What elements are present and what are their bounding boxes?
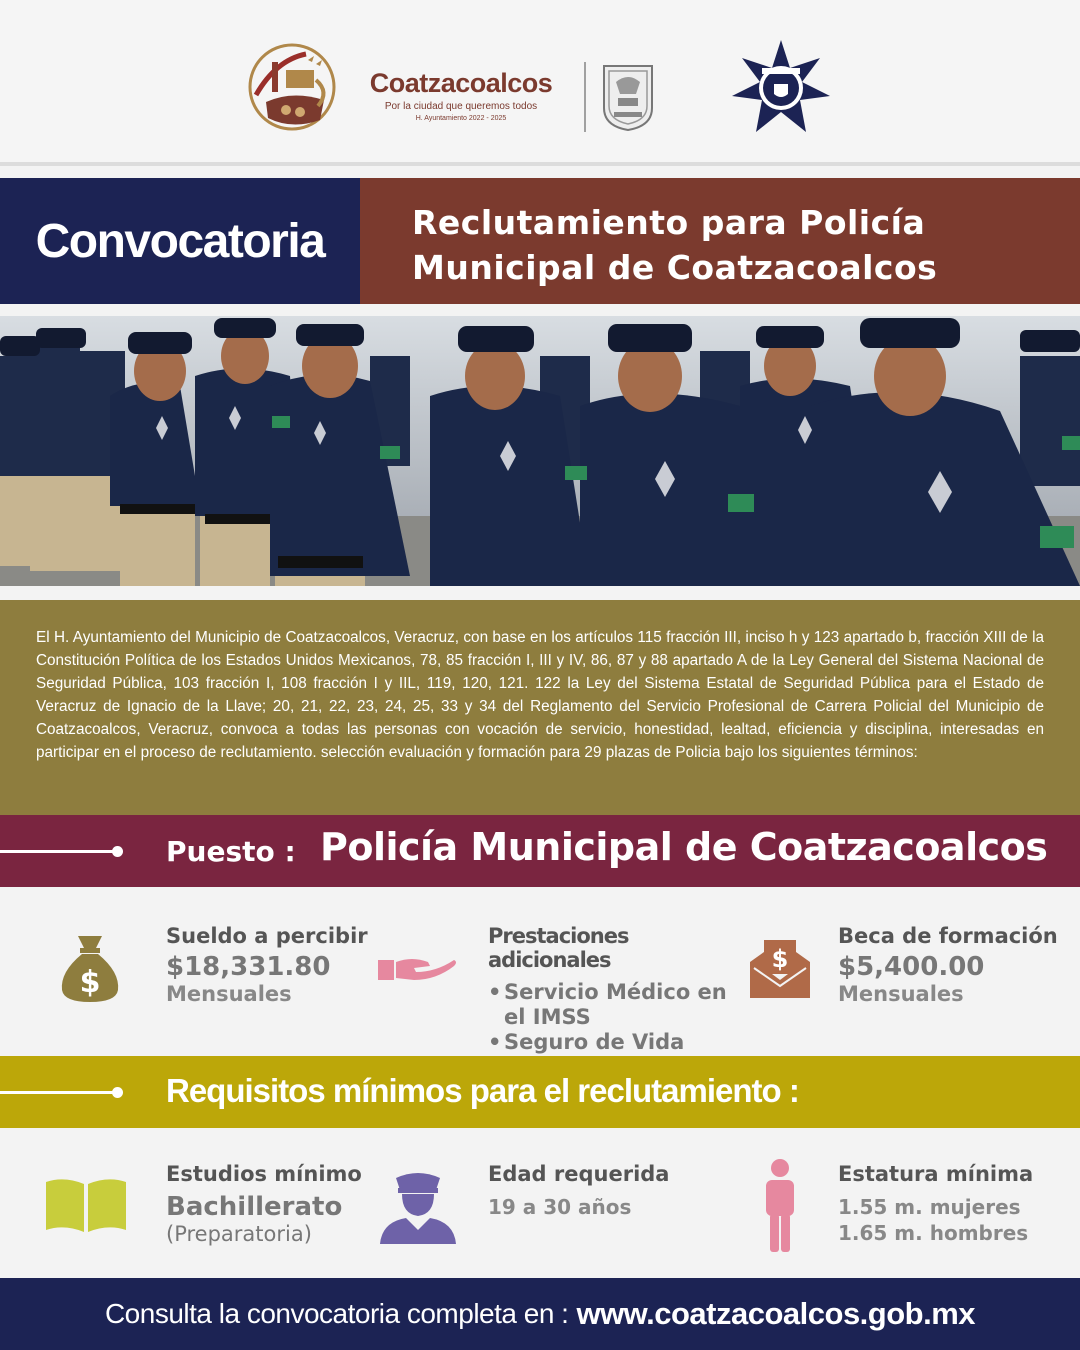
convocatoria-panel [0, 178, 360, 304]
brand-block [350, 68, 572, 122]
salary-amount: $18,331.80 [166, 952, 331, 982]
salary-period: Mensuales [166, 982, 292, 1006]
recruitment-title-line2: Municipal de Coatzacoalcos [412, 248, 938, 287]
benefits-section [0, 888, 1080, 1056]
list-item [488, 1030, 738, 1055]
age-block [488, 1162, 708, 1220]
header-rule [0, 162, 1080, 166]
hand-icon [378, 954, 458, 984]
puesto-value: Policía Municipal de Coatzacoalcos [320, 825, 1048, 869]
age-title: Edad requerida [488, 1162, 670, 1186]
header-divider [584, 62, 586, 132]
person-icon [762, 1158, 798, 1252]
svg-text:$: $ [771, 945, 789, 973]
extras-item-text: Seguro de Vida [504, 1030, 685, 1054]
header [0, 0, 1080, 165]
scholarship-block [838, 924, 1058, 1006]
footer [0, 1278, 1080, 1350]
bullet: • [488, 1030, 502, 1054]
extras-block [488, 924, 738, 1055]
scholarship-title: Beca de formación [838, 924, 1058, 948]
title-band [0, 178, 1080, 304]
list-item [488, 980, 738, 1030]
convocatoria-title: Convocatoria [35, 214, 325, 268]
band-line [0, 1091, 118, 1094]
studies-title: Estudios mínimo [166, 1162, 362, 1186]
band-dot [112, 846, 123, 857]
cash-envelope-icon [748, 938, 812, 1000]
band-dot [112, 1087, 123, 1098]
recruitment-title-line1: Reclutamiento para Policía [412, 203, 926, 242]
height-title: Estatura mínima [838, 1162, 1034, 1186]
puesto-label: Puesto : [166, 835, 296, 868]
extras-title: Prestaciones adicionales [488, 924, 629, 972]
requirements-section [0, 1128, 1080, 1278]
requirements-band [0, 1056, 1080, 1128]
footer-text: Consulta la convocatoria completa en : [104, 1298, 569, 1329]
requirements-label: Requisitos mínimos para el reclutamiento : [166, 1072, 799, 1109]
open-book-icon [44, 1176, 128, 1234]
recruitment-title-panel [360, 178, 1080, 304]
scholarship-period: Mensuales [838, 982, 964, 1006]
coatzacoalcos-logo-icon [246, 40, 338, 134]
police-star-badge-icon [730, 38, 832, 138]
brand-tagline: Por la ciudad que queremos todos [384, 101, 538, 112]
money-bag-icon [58, 932, 122, 1004]
height-line1: 1.55 m. mujeres [838, 1195, 1021, 1219]
police-officer-icon [376, 1168, 460, 1244]
svg-text:$: $ [79, 965, 101, 1000]
extras-list [488, 980, 738, 1055]
salary-block [166, 924, 376, 1006]
intro-section [0, 600, 1080, 815]
puesto-band [0, 815, 1080, 887]
studies-value: Bachillerato [166, 1192, 343, 1222]
height-block [838, 1162, 1058, 1246]
municipal-seal-icon [600, 60, 656, 132]
height-line2: 1.65 m. hombres [838, 1221, 1029, 1245]
scholarship-amount: $5,400.00 [838, 952, 985, 982]
extras-item-text: Servicio Médico en el IMSS [504, 980, 727, 1029]
police-officers-photo [0, 316, 1080, 586]
footer-url-link[interactable]: www.coatzacoalcos.gob.mx [576, 1296, 976, 1331]
bullet: • [488, 980, 502, 1004]
age-value: 19 a 30 años [488, 1195, 632, 1219]
band-line [0, 850, 118, 853]
studies-sub: (Preparatoria) [166, 1222, 312, 1246]
intro-text: El H. Ayuntamiento del Municipio de Coatzacoalcos, Veracruz, con base en los artículos 115 fracción III, inciso h y 123 apartado b, fracción XIII de la Constitución Política de los Estados Unidos Mexicanos, 78, 85 fracción I, III y IV, 86, 87 y 88 apartado A de la Ley General del Sistema Nacional de Seguridad Pública, 103 fracción I, 108 fracción I y IIL, 119, 120, 121. 122 la Ley del Sistema Estatal de Seguridad Pública para el Estado de Veracruz de Ignacio de la Llave; 20, 21, 22, 23, 24, 25, 33 y 34 del Reglamento del Servicio Profesional de Carrera Policial del Municipio de Coatzacoalcos, Veracruz, convoca a todas las personas con vocación de servicio, honestidad, lealtad, eficiencia y disciplina, interesadas en participar en el proceso de reclutamiento. selección evaluación y formación para 29 plazas de Policia bajo los siguientes términos: [36, 629, 1044, 761]
salary-title: Sueldo a percibir [166, 924, 368, 948]
studies-block [166, 1162, 376, 1246]
brand-name: Coatzacoalcos [369, 68, 553, 98]
brand-sub: H. Ayuntamiento 2022 - 2025 [415, 115, 507, 122]
